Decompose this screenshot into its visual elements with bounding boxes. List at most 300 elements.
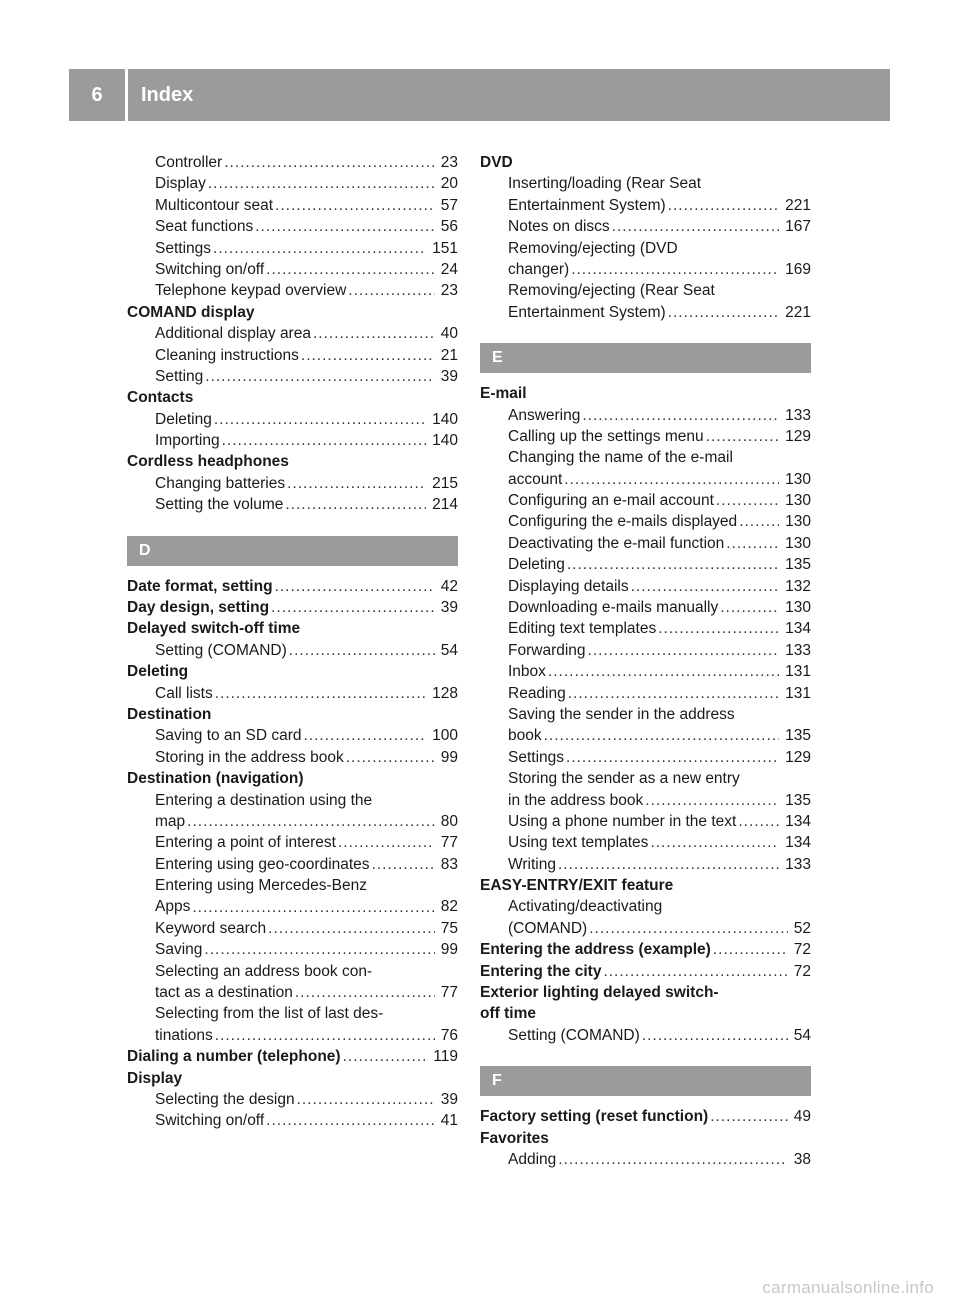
dot-leader [739,511,779,532]
index-subentry [127,747,458,768]
index-subentry [127,982,458,1003]
entry-text: Entering using Mercedes-Benz [155,877,367,895]
entry-text: Configuring the e-mails displayed [508,513,738,531]
dot-leader [668,302,779,323]
index-entry [480,939,811,960]
index-entry [127,451,458,472]
entry-text: Selecting the design [155,1091,295,1108]
page-reference[interactable]: 75 [440,919,458,937]
entry-text: Entertainment System) [508,303,666,321]
page-reference[interactable]: 77 [440,984,458,1002]
entry-text: map [155,812,186,830]
index-subentry [127,1110,458,1131]
page-reference[interactable]: 99 [440,748,458,766]
page-reference[interactable]: 215 [432,474,458,492]
page-reference[interactable]: 119 [433,1048,458,1066]
page-title: Index [141,83,194,106]
index-subentry [127,918,458,939]
entry-text: Saving [155,941,203,959]
dot-leader [275,195,435,216]
entry-text: Inbox [508,663,546,681]
dot-leader [215,1025,435,1046]
dot-leader [548,661,779,682]
dot-leader [566,747,779,768]
entry-text: Destination [127,705,212,723]
entry-text: Reading [508,684,566,702]
entry-text: Controller [155,153,223,171]
entry-text: Switching on/off [155,260,265,278]
index-subentry [480,640,811,661]
dot-leader [271,597,435,618]
page-reference[interactable]: 42 [440,577,458,595]
entry-text: Using a phone number in the text [508,812,737,830]
index-column-right [480,152,811,1170]
entry-text: Storing the sender as a new entry [508,770,740,788]
dot-leader [710,1106,788,1127]
page-reference[interactable]: 135 [785,727,811,745]
index-subentry [480,173,811,194]
page-reference[interactable]: 38 [793,1151,811,1168]
page-reference[interactable]: 82 [440,898,458,916]
page-reference[interactable]: 39 [440,367,458,385]
index-subentry [480,259,811,280]
entry-text: Favorites [480,1129,549,1147]
entry-text: Writing [508,855,556,873]
entry-text: Settings [155,239,212,257]
dot-leader [285,494,426,515]
dot-leader [224,152,435,173]
index-subentry [480,811,811,832]
dot-leader [726,533,779,554]
index-subentry [127,366,458,387]
page-reference[interactable]: 169 [785,260,811,278]
page-reference[interactable]: 52 [793,919,811,937]
page-reference[interactable]: 80 [440,812,458,830]
entry-text: Editing text templates [508,620,657,638]
entry-text: Delayed switch-off time [127,620,301,638]
entry-text: Inserting/loading (Rear Seat [508,175,702,193]
entry-text: Saving to an SD card [155,727,302,745]
dot-leader [348,280,434,301]
index-entry [480,383,811,404]
index-entry [480,982,811,1003]
page-reference[interactable]: 130 [785,470,811,488]
entry-text: Entering a destination using the [155,791,373,809]
dot-leader [213,238,426,259]
entry-text: Selecting an address book con- [155,962,373,980]
dot-leader [255,216,435,237]
entry-text: Entering using geo-coordinates [155,855,370,873]
dot-leader [716,490,779,511]
page-reference[interactable]: 167 [785,218,811,236]
page-reference[interactable]: 40 [440,325,458,343]
entry-text: changer) [508,260,570,278]
index-subentry [480,725,811,746]
dot-leader [645,790,779,811]
entry-text: Display [127,1069,183,1087]
dot-leader [268,918,435,939]
dot-leader [295,982,435,1003]
index-subentry [127,1003,458,1024]
dot-leader [713,939,788,960]
index-entry [480,875,811,896]
index-subentry [127,238,458,259]
page-reference[interactable]: 214 [432,496,458,514]
index-entry [127,768,458,789]
entry-text: Deleting [508,556,565,574]
index-entry [480,152,811,173]
entry-text: Storing in the address book [155,748,344,766]
entry-text: Setting (COMAND) [155,641,287,659]
index-subentry [127,409,458,430]
index-subentry [480,426,811,447]
index-subentry [127,939,458,960]
page-reference[interactable]: 130 [785,513,811,531]
entry-text: Importing [155,432,220,450]
entry-text: Using text templates [508,834,649,852]
entry-text: (COMAND) [508,919,588,937]
entry-text: Removing/ejecting (Rear Seat [508,282,715,300]
page-reference[interactable]: 72 [793,962,811,980]
page-reference[interactable]: 135 [785,791,811,809]
entry-text: COMAND display [127,303,255,321]
dot-leader [204,939,434,960]
index-subentry [480,747,811,768]
index-entry [127,302,458,323]
entry-text: Settings [508,748,565,766]
index-subentry [127,790,458,811]
entry-text: Selecting from the list of last des- [155,1005,384,1023]
page-reference[interactable]: 128 [432,684,458,702]
page-reference[interactable]: 57 [440,196,458,214]
entry-text: Configuring an e-mail account [508,492,714,510]
dot-leader [287,473,426,494]
index-subentry [127,152,458,173]
page-reference[interactable]: 23 [440,153,458,171]
index-subentry [480,790,811,811]
dot-leader [192,897,434,918]
entry-text: Apps [155,898,191,916]
entry-text: Setting (COMAND) [508,1026,640,1044]
entry-text: Deleting [127,663,189,681]
dot-leader [720,597,779,618]
dot-leader [612,216,779,237]
dot-leader [589,918,788,939]
dot-leader [658,618,779,639]
index-subentry [127,725,458,746]
dot-leader [738,811,779,832]
dot-leader [567,554,779,575]
page-reference[interactable]: 132 [785,577,811,595]
index-subentry [127,216,458,237]
index-subentry [127,961,458,982]
dot-leader [266,259,435,280]
dot-leader [631,576,780,597]
watermark: carmanualsonline.info [762,1278,934,1297]
dot-leader [187,811,435,832]
index-subentry [127,473,458,494]
page-reference[interactable]: 221 [785,303,811,321]
entry-text: Deleting [155,410,212,428]
index-entry [127,597,458,618]
dot-leader [343,1046,428,1067]
index-subentry [480,302,811,323]
index-subentry [480,195,811,216]
entry-text: Dialing a number (telephone) [127,1048,341,1066]
index-subentry [127,811,458,832]
index-subentry [127,430,458,451]
index-entry [127,661,458,682]
entry-text: Entering the city [480,962,602,980]
entry-text: Destination (navigation) [127,770,304,788]
entry-text: Changing the name of the e-mail [508,449,733,467]
entry-text: Cleaning instructions [155,346,299,364]
entry-text: E-mail [480,385,527,403]
dot-leader [558,1149,787,1170]
index-subentry [480,216,811,237]
dot-leader [582,405,779,426]
page-reference[interactable]: 131 [785,684,811,702]
entry-text: Entering the address (example) [480,941,711,959]
entry-text: Adding [508,1151,557,1168]
dot-leader [208,173,435,194]
page-reference[interactable]: 133 [785,406,811,424]
entry-text: off time [480,1005,536,1023]
entry-text: tinations [155,1026,213,1044]
entry-text: Seat functions [155,218,254,236]
index-entry [480,1128,811,1149]
index-subentry [480,238,811,259]
index-subentry [480,661,811,682]
page-reference[interactable]: 129 [785,748,811,766]
dot-leader [215,683,426,704]
index-subentry [127,323,458,344]
dot-leader [588,640,780,661]
dot-leader [603,961,787,982]
entry-text: Switching on/off [155,1112,265,1130]
entry-text: EASY-ENTRY/EXIT feature [480,877,674,895]
dot-leader [558,854,779,875]
index-subentry [480,447,811,468]
page-reference[interactable]: 221 [785,196,811,214]
entry-text: Display [155,175,206,193]
index-entry [480,1003,811,1024]
dot-leader [564,469,779,490]
dot-leader [275,576,435,597]
page-reference[interactable]: 56 [440,218,458,236]
entry-text: tact as a destination [155,984,293,1002]
index-subentry [480,832,811,853]
page-reference[interactable]: 72 [793,941,811,959]
dot-leader [313,323,435,344]
index-entry [127,618,458,639]
index-subentry [480,554,811,575]
index-subentry [480,704,811,725]
page-header [69,69,890,121]
section-header-f: F [480,1066,811,1096]
entry-text: Telephone keypad overview [155,282,347,300]
page-reference[interactable]: 140 [432,410,458,428]
index-subentry [480,469,811,490]
index-entry [480,961,811,982]
index-subentry [127,683,458,704]
page-reference[interactable]: 134 [785,620,811,638]
entry-text: Entering a point of interest [155,834,336,852]
entry-text: Calling up the settings menu [508,427,704,445]
entry-text: Activating/deactivating [508,898,663,916]
index-entry [127,1068,458,1089]
page-reference[interactable]: 41 [440,1112,458,1130]
dot-leader [568,683,779,704]
index-subentry [480,405,811,426]
dot-leader [346,747,435,768]
index-subentry [127,494,458,515]
entry-text: account [508,470,563,488]
page-reference[interactable]: 39 [440,599,458,617]
page-reference[interactable]: 54 [440,641,458,659]
entry-text: Removing/ejecting (DVD [508,239,678,257]
entry-text: Exterior lighting delayed switch- [480,984,719,1002]
entry-text: Additional display area [155,325,311,343]
dot-leader [668,195,779,216]
entry-text: Answering [508,406,581,424]
dot-leader [571,259,779,280]
entry-text: Entertainment System) [508,196,666,214]
entry-text: Displaying details [508,577,629,595]
entry-text: Cordless headphones [127,453,289,471]
entry-text: book [508,727,542,745]
page-reference[interactable]: 54 [793,1026,811,1044]
page-reference[interactable]: 129 [785,427,811,445]
index-subentry [480,576,811,597]
page-reference[interactable]: 130 [785,492,811,510]
entry-text: Saving the sender in the address [508,705,735,723]
page-reference[interactable]: 134 [785,812,811,830]
page-reference[interactable]: 24 [440,260,458,278]
index-subentry [480,683,811,704]
index-subentry [127,259,458,280]
dot-leader [289,640,435,661]
page-reference[interactable]: 133 [785,641,811,659]
entry-text: in the address book [508,791,644,809]
dot-leader [303,725,426,746]
index-column-left [127,152,458,1132]
dot-leader [706,426,780,447]
page-reference[interactable]: 130 [785,534,811,552]
page-reference[interactable]: 131 [785,663,811,681]
page-reference[interactable]: 49 [793,1108,811,1126]
page-reference[interactable]: 23 [440,282,458,300]
page-reference[interactable]: 77 [440,834,458,852]
header-divider [125,69,128,121]
entry-text: Setting [155,367,204,385]
index-subentry [127,1089,458,1110]
entry-text: Call lists [155,684,213,702]
page-reference[interactable]: 20 [440,175,458,193]
section-header-e: E [480,343,811,373]
index-entry [480,1106,811,1127]
index-subentry [127,875,458,896]
index-subentry [480,897,811,918]
index-subentry [480,533,811,554]
section-header-d: D [127,536,458,566]
dot-leader [205,366,434,387]
page-reference[interactable]: 135 [785,556,811,574]
index-subentry [480,490,811,511]
dot-leader [297,1089,435,1110]
page-reference[interactable]: 100 [432,727,458,745]
index-entry [127,1046,458,1067]
page-reference[interactable]: 151 [432,239,458,257]
page-reference[interactable]: 99 [440,941,458,959]
index-subentry [127,280,458,301]
index-subentry [480,918,811,939]
page-reference[interactable]: 133 [785,855,811,873]
index-subentry [480,854,811,875]
index-subentry [480,768,811,789]
entry-text: Deactivating the e-mail function [508,534,725,552]
index-subentry [127,173,458,194]
page-reference[interactable]: 39 [440,1091,458,1108]
dot-leader [338,832,435,853]
dot-leader [301,345,435,366]
entry-text: Changing batteries [155,474,286,492]
dot-leader [372,854,435,875]
index-subentry [127,854,458,875]
entry-text: Day design, setting [127,599,270,617]
page-number: 6 [91,83,103,106]
dot-leader [544,725,780,746]
dot-leader [266,1110,435,1131]
index-entry [127,387,458,408]
page-reference[interactable]: 83 [440,855,458,873]
entry-text: Keyword search [155,919,267,937]
page-reference[interactable]: 76 [440,1026,458,1044]
entry-text: Date format, setting [127,577,273,595]
index-subentry [480,618,811,639]
index-subentry [480,1025,811,1046]
index-entry [127,704,458,725]
index-subentry [127,897,458,918]
entry-text: Downloading e-mails manually [508,599,719,617]
entry-text: Notes on discs [508,218,610,236]
index-subentry [127,1025,458,1046]
entry-text: Setting the volume [155,496,284,514]
dot-leader [214,409,426,430]
index-entry [127,576,458,597]
dot-leader [650,832,779,853]
entry-text: Contacts [127,389,194,407]
index-subentry [480,511,811,532]
index-subentry [127,832,458,853]
index-subentry [127,195,458,216]
page-reference[interactable]: 134 [785,834,811,852]
dot-leader [642,1025,788,1046]
page-reference[interactable]: 140 [432,432,458,450]
entry-text: Multicontour seat [155,196,274,214]
index-subentry [127,345,458,366]
index-subentry [480,1149,811,1170]
page-reference[interactable]: 21 [440,346,458,364]
entry-text: Forwarding [508,641,586,659]
index-subentry [480,597,811,618]
page-reference[interactable]: 130 [785,599,811,617]
index-subentry [480,280,811,301]
entry-text: Factory setting (reset function) [480,1108,709,1126]
index-subentry [127,640,458,661]
entry-text: DVD [480,153,513,171]
dot-leader [222,430,427,451]
